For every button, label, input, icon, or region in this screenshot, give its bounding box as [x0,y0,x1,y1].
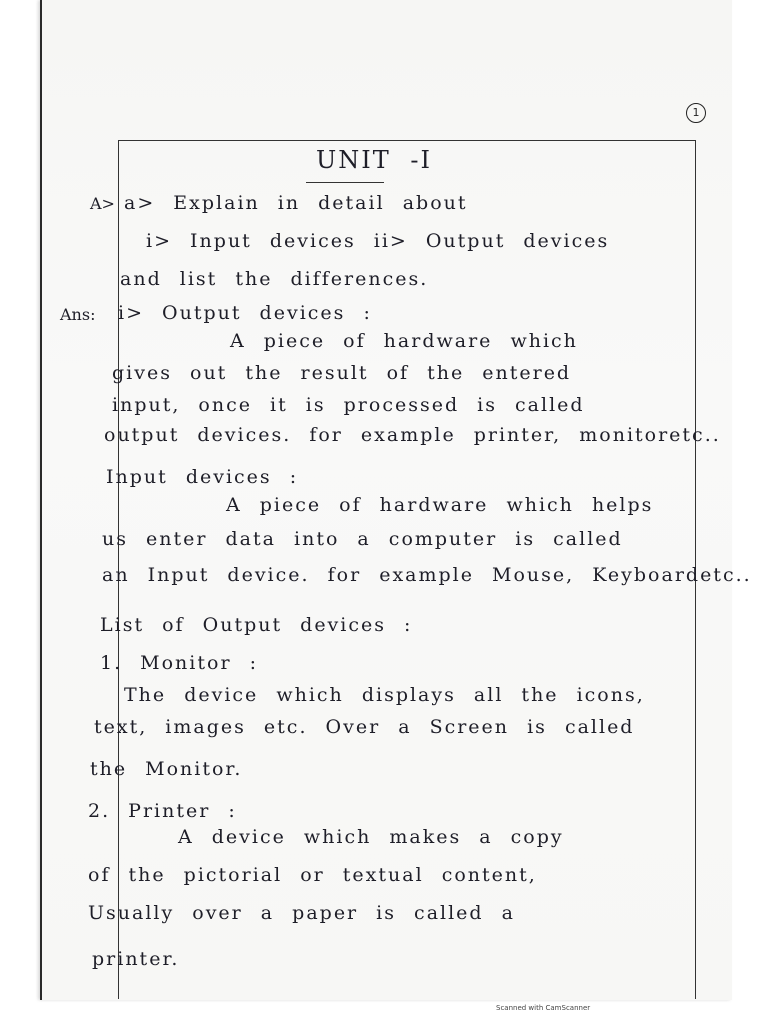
page-title: UNIT -I [316,146,432,174]
list-item-monitor-line: the Monitor. [90,758,243,780]
answer-margin-label: Ans: [60,305,96,324]
question-line-2: i> Input devices ii> Output devices [146,230,610,252]
output-definition-line: output devices. for example printer, monitoretc.. [104,424,721,446]
list-item-printer-line: of the pictorial or textual content, [88,864,537,886]
list-item-monitor-line: The device which displays all the icons, [124,684,645,706]
input-definition-line: an Input device. for example Mouse, Keyboardetc.. [102,564,752,586]
input-definition-line: A piece of hardware which helps [226,494,654,516]
list-item-printer-line: A device which makes a copy [178,826,564,848]
page-number: 1 [686,103,706,123]
title-underline [306,182,384,183]
output-definition-line: A piece of hardware which [230,330,578,352]
output-definition-line: input, once it is processed is called [112,394,585,416]
output-devices-heading: i> Output devices : [118,302,372,324]
list-item-printer-title: 2. Printer : [88,800,237,822]
question-margin-label: A> [90,194,115,213]
list-item-printer-line: printer. [92,948,180,970]
output-definition-line: gives out the result of the entered [112,362,572,384]
list-item-monitor-line: text, images etc. Over a Screen is called [94,716,635,738]
list-item-printer-line: Usually over a paper is called a [88,902,515,924]
input-definition-line: us enter data into a computer is called [102,528,623,550]
question-line-3: and list the differences. [120,268,429,290]
input-devices-heading: Input devices : [106,466,299,488]
scanner-watermark: Scanned with CamScanner [496,1004,591,1012]
output-devices-list-heading: List of Output devices : [100,614,413,636]
list-item-monitor-title: 1. Monitor : [100,652,258,674]
question-line-1: a> Explain in detail about [124,192,468,214]
